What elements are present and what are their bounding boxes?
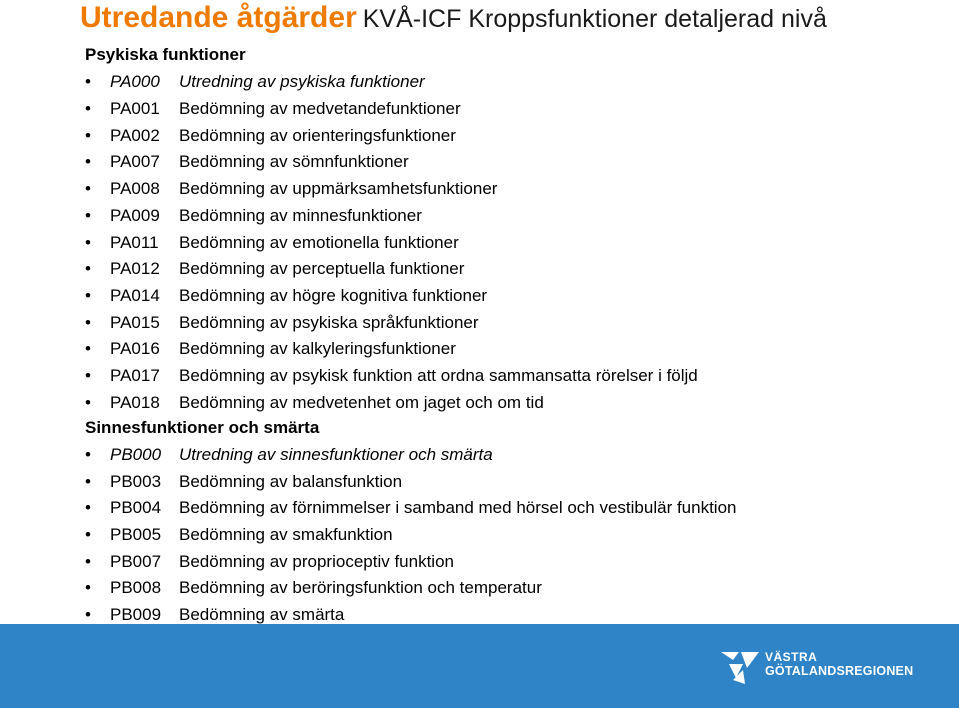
bullet: • bbox=[85, 445, 91, 464]
item-text: Bedömning av psykiska språkfunktioner bbox=[179, 313, 479, 332]
bullet: • bbox=[85, 99, 91, 118]
item-text: Bedömning av medvetenhet om jaget och om tid bbox=[179, 393, 544, 412]
item-code: PB007 bbox=[110, 552, 162, 571]
bullet: • bbox=[85, 605, 91, 624]
bullet: • bbox=[85, 552, 91, 571]
item-code: PB000 bbox=[110, 445, 162, 464]
item-code: PA012 bbox=[110, 259, 160, 278]
item-code: PB005 bbox=[110, 525, 162, 544]
item-text: Bedömning av balansfunktion bbox=[179, 472, 403, 491]
item-text: Bedömning av emotionella funktioner bbox=[179, 233, 459, 252]
bullet: • bbox=[85, 498, 91, 517]
item-text: Bedömning av smärta bbox=[179, 605, 345, 624]
item-code: PA018 bbox=[110, 393, 160, 412]
bullet: • bbox=[85, 578, 91, 597]
logo-line-2: GÖTALANDSREGIONEN bbox=[765, 664, 914, 678]
item-code: PA016 bbox=[110, 339, 160, 358]
bullet: • bbox=[85, 472, 91, 491]
bullet: • bbox=[85, 286, 91, 305]
bullet: • bbox=[85, 179, 91, 198]
item-code: PB003 bbox=[110, 472, 162, 491]
item-code: PA007 bbox=[110, 152, 160, 171]
bullet: • bbox=[85, 339, 91, 358]
item-code: PA001 bbox=[110, 99, 160, 118]
item-text: Bedömning av uppmärksamhetsfunktioner bbox=[179, 179, 498, 198]
item-code: PA017 bbox=[110, 366, 160, 385]
bullet: • bbox=[85, 152, 91, 171]
bullet: • bbox=[85, 313, 91, 332]
item-text: Bedömning av högre kognitiva funktioner bbox=[179, 286, 488, 305]
slide-title bbox=[80, 0, 827, 40]
title-sub: KVÅ-ICF Kroppsfunktioner detaljerad nivå bbox=[362, 5, 827, 33]
item-code: PA011 bbox=[110, 233, 159, 252]
bullet: • bbox=[85, 259, 91, 278]
item-code: PB009 bbox=[110, 605, 162, 624]
bullet: • bbox=[85, 393, 91, 412]
item-code: PA015 bbox=[110, 313, 160, 332]
item-code: PA008 bbox=[110, 179, 160, 198]
item-text: Bedömning av kalkyleringsfunktioner bbox=[179, 339, 456, 358]
item-text: Bedömning av beröringsfunktion och temperatur bbox=[179, 578, 542, 597]
bullet: • bbox=[85, 525, 91, 544]
item-text: Bedömning av perceptuella funktioner bbox=[179, 259, 465, 278]
item-code: PB004 bbox=[110, 498, 162, 517]
item-text: Utredning av psykiska funktioner bbox=[179, 72, 425, 91]
item-text: Bedömning av orienteringsfunktioner bbox=[179, 126, 456, 145]
item-code: PA009 bbox=[110, 206, 160, 225]
section-heading-psykiska: Psykiska funktioner bbox=[85, 45, 246, 64]
item-code: PA000 bbox=[110, 72, 160, 91]
bullet: • bbox=[85, 72, 91, 91]
item-text: Bedömning av förnimmelser i samband med hörsel och vestibulär funktion bbox=[179, 498, 737, 517]
item-text: Utredning av sinnesfunktioner och smärta bbox=[179, 445, 493, 464]
item-text: Bedömning av smakfunktion bbox=[179, 525, 393, 544]
bullet: • bbox=[85, 206, 91, 225]
bullet: • bbox=[85, 126, 91, 145]
item-code: PA002 bbox=[110, 126, 160, 145]
bullet: • bbox=[85, 366, 91, 385]
item-code: PB008 bbox=[110, 578, 162, 597]
logo-line-1: VÄSTRA bbox=[765, 650, 818, 664]
item-text: Bedömning av minnesfunktioner bbox=[179, 206, 422, 225]
item-code: PA014 bbox=[110, 286, 160, 305]
item-text: Bedömning av proprioceptiv funktion bbox=[179, 552, 454, 571]
bullet: • bbox=[85, 233, 91, 252]
item-text: Bedömning av sömnfunktioner bbox=[179, 152, 409, 171]
title-main: Utredande åtgärder bbox=[80, 1, 357, 34]
vgr-logo bbox=[719, 648, 919, 692]
item-text: Bedömning av medvetandefunktioner bbox=[179, 99, 461, 118]
section-heading-sinnes: Sinnesfunktioner och smärta bbox=[85, 418, 320, 437]
item-text: Bedömning av psykisk funktion att ordna sammansatta rörelser i följd bbox=[179, 366, 698, 385]
vgr-emblem-icon bbox=[719, 648, 761, 688]
